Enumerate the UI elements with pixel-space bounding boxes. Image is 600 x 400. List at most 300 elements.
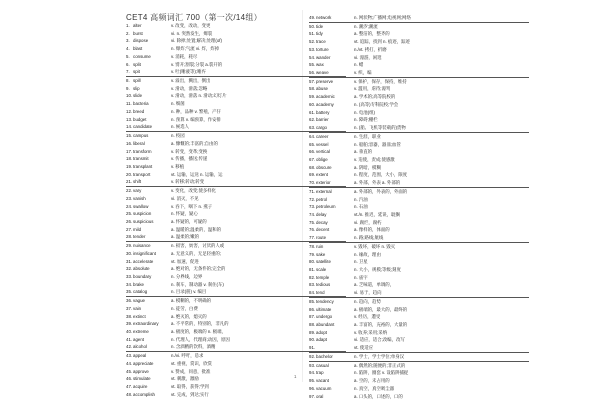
entry-number: 34.	[126, 281, 133, 287]
entry-definition: n. 怀疑，疑心	[171, 211, 198, 217]
entry-number: 52.	[309, 39, 316, 45]
entry-definition: n. 细菌	[171, 101, 185, 107]
entry-word: tedious	[316, 282, 331, 288]
entry-definition: n. 候选人	[171, 124, 190, 130]
vocab-row	[309, 78, 529, 86]
entry-word: agent	[133, 336, 144, 342]
entry-definition: v. 改变，改动，变更	[171, 23, 211, 28]
entry-word: sake	[316, 251, 326, 257]
entry-word: adopt	[316, 329, 327, 335]
entry-definition: a. 绝灭的，熄灭的	[171, 313, 207, 319]
entry-definition: n. 大小，规模;等级;刻度	[354, 267, 401, 272]
entry-word: tendency	[316, 298, 334, 304]
entry-definition: n. 障碍;棚栏	[354, 117, 378, 123]
entry-definition: n. 汽油	[354, 196, 368, 202]
entry-word: burst	[133, 30, 143, 36]
vocab-row	[309, 243, 529, 251]
entry-number: 42.	[126, 344, 133, 350]
entry-definition: n. 船舶;容器，器皿;血管	[354, 141, 401, 147]
entry-word: cargo	[316, 125, 327, 131]
entry-word: route	[316, 235, 327, 241]
entry-definition: n. 预算 v. 编预算，作安排	[171, 116, 221, 122]
entry-number: 62.	[309, 117, 316, 123]
entry-number: 7.	[126, 69, 130, 75]
entry-definition: n. 含酒精的饮料，酒精	[171, 344, 216, 350]
entry-definition: v. 转变，变革;变换	[171, 148, 208, 154]
entry-word: trace	[316, 39, 326, 45]
entry-number: 91.	[309, 345, 316, 351]
vocab-row	[309, 188, 529, 196]
entry-word: swallow	[133, 203, 149, 209]
entry-number: 20.	[126, 171, 133, 177]
entry-number: 33.	[126, 274, 133, 279]
entry-number: 39.	[126, 321, 133, 327]
entry-number: 69.	[309, 172, 316, 178]
entry-number: 58.	[309, 86, 316, 92]
entry-word: academy	[316, 101, 334, 107]
entry-number: 72.	[309, 196, 316, 202]
vocab-row	[309, 109, 529, 117]
entry-number: 40.	[126, 329, 133, 335]
entry-definition: a. 像样的，体面的	[354, 227, 390, 233]
entry-definition: n. 卫星	[354, 259, 368, 265]
vocab-row	[309, 258, 529, 266]
entry-word: obscure	[316, 164, 332, 170]
entry-number: 96.	[309, 385, 316, 391]
entry-number: 9.	[126, 85, 130, 91]
entry-definition: v. 迫使，责成;使感激	[354, 156, 395, 162]
entry-number: 59.	[309, 94, 316, 100]
entry-number: 30.	[126, 250, 133, 256]
vocab-row	[309, 369, 529, 377]
entry-word: nuisance	[133, 243, 151, 249]
entry-number: 45.	[126, 368, 133, 374]
vocab-row	[309, 141, 529, 149]
entry-number: 56.	[309, 70, 316, 76]
entry-word: network	[316, 15, 332, 20]
entry-number: 83.	[309, 282, 316, 288]
entry-word: suspicion	[133, 211, 152, 217]
entry-definition: vt. 刺激，激励	[171, 376, 199, 382]
entry-number: 23.	[126, 195, 133, 201]
entry-number: 89.	[309, 329, 316, 335]
entry-definition: a. 模糊的，不明确的	[171, 298, 212, 304]
entry-number: 25.	[126, 211, 133, 217]
entry-definition: vi. 漫游，闲逛	[354, 54, 382, 60]
vocab-row	[309, 164, 529, 172]
entry-definition: n. (船、飞机等装载的)货物	[354, 125, 406, 131]
vocab-row	[309, 101, 529, 109]
entry-word: vertical	[316, 149, 330, 155]
entry-definition: a. 慷慨的;丰富的;自由的	[171, 140, 218, 146]
entry-number: 19.	[126, 163, 133, 169]
entry-word: external	[316, 188, 332, 194]
entry-number: 48.	[126, 391, 133, 397]
entry-word: oral	[316, 393, 324, 399]
entry-number: 32.	[126, 266, 133, 272]
entry-number: 94.	[309, 370, 316, 376]
entry-number: 35.	[126, 289, 133, 295]
entry-number: 70.	[309, 180, 316, 186]
entry-word: spill	[133, 78, 141, 84]
entry-number: 65.	[309, 141, 316, 147]
entry-definition: a. 绝对的，无条件的;完全的	[171, 266, 226, 272]
entry-definition: a. 垂直的	[354, 149, 373, 155]
entry-definition: vi. 易于，趋向	[354, 290, 382, 296]
entry-word: slide	[133, 93, 143, 99]
entry-word: accelerate	[133, 258, 154, 264]
entry-word: absolute	[133, 266, 150, 272]
entry-definition: vi. 除掉;处置;解决;处理(of)	[171, 38, 222, 44]
entry-definition: v. 滥用，虐待;谩骂	[354, 86, 391, 92]
entry-word: split	[133, 61, 141, 67]
entry-definition: v. 吞下，咽下 n. 燕子	[171, 203, 213, 209]
entry-word: petrol	[316, 196, 327, 202]
entry-definition: n. 刹车，制动器 v. 刹住(车)	[171, 281, 224, 287]
entry-definition: vt. 重视，赏识，欣赏	[171, 360, 212, 366]
vocab-row	[309, 69, 529, 78]
vocab-row	[309, 353, 529, 362]
page-title: CET4 高频词汇 700（第一次/14组）	[126, 13, 262, 22]
vocab-row	[309, 46, 529, 54]
entry-definition: n. 代理人，代理商;动因，原因	[171, 336, 230, 342]
vocab-row	[309, 124, 529, 133]
entry-word: alcohol	[133, 344, 147, 350]
entry-number: 36.	[126, 298, 133, 304]
entry-number: 3.	[126, 38, 130, 44]
entry-definition: a. 外部，外表 a. 外部的	[354, 180, 401, 186]
entry-word: weave	[316, 70, 329, 76]
entry-number: 66.	[309, 149, 316, 155]
entry-definition: a. 阴暗，模糊	[354, 164, 381, 170]
vocab-row	[309, 85, 529, 93]
entry-number: 17.	[126, 148, 133, 154]
entry-word: suspicious	[133, 218, 154, 224]
vocab-row	[309, 393, 529, 400]
vocab-row	[309, 281, 529, 289]
entry-word: tender	[133, 234, 146, 240]
entry-word: alter	[133, 23, 142, 28]
entry-number: 97.	[309, 393, 316, 399]
entry-number: 1.	[126, 23, 130, 28]
vocab-row	[309, 23, 529, 31]
entry-word: battery	[316, 109, 330, 115]
entry-definition: v. 劈开;割裂;分裂 a.裂开的	[171, 61, 223, 67]
vocab-row	[309, 329, 529, 337]
vocab-row	[309, 321, 529, 329]
vocab-row	[309, 61, 529, 69]
entry-number: 85.	[309, 298, 316, 304]
entry-number: 5.	[126, 53, 130, 59]
entry-word: petroleum	[316, 204, 336, 210]
entry-word: vague	[133, 298, 145, 304]
entry-definition: n. 徒劳，白费	[171, 305, 198, 311]
entry-definition: vi. n. 突然发生，爆裂	[171, 30, 213, 36]
entry-number: 84.	[309, 290, 316, 296]
entry-definition: n. 分界线，边界	[171, 274, 203, 279]
entry-number: 53.	[309, 46, 316, 52]
entry-number: 54.	[309, 54, 316, 60]
vocab-row	[309, 30, 529, 38]
entry-number: 86.	[309, 306, 316, 312]
vocab-row	[309, 377, 529, 385]
entry-definition: n. 生涯，职业	[354, 133, 381, 139]
entry-number: 24.	[126, 203, 133, 209]
entry-number: 6.	[126, 61, 130, 67]
entry-word: catalog	[133, 289, 148, 295]
entry-number: 15.	[126, 133, 133, 139]
entry-definition: vt. 运输，运送 n. 运输，运	[171, 171, 223, 177]
entry-number: 57.	[309, 78, 316, 84]
entry-word: ultimate	[316, 306, 332, 312]
entry-word: scale	[316, 267, 327, 272]
entry-word: approve	[133, 368, 149, 374]
entry-number: 49.	[309, 15, 316, 20]
entry-number: 81.	[309, 267, 316, 272]
entry-number: 13.	[126, 116, 133, 122]
entry-word: vessel	[316, 141, 329, 147]
entry-number: 41.	[126, 336, 133, 342]
entry-word: slip	[133, 85, 140, 91]
entry-word: undergo	[316, 314, 333, 320]
entry-number: 87.	[309, 314, 316, 320]
entry-word: shift	[133, 179, 142, 185]
vocab-row	[309, 93, 529, 101]
entry-number: 22.	[126, 188, 133, 194]
entry-definition: a. 温柔的;嫩的	[171, 234, 200, 240]
entry-word: tide	[316, 23, 324, 29]
entry-word: spit	[133, 69, 140, 75]
entry-definition: a. 怀疑的，可疑的	[171, 218, 207, 224]
entry-definition: n. 石油	[354, 204, 368, 210]
entry-number: 64.	[309, 133, 316, 139]
page-number: 1	[294, 374, 297, 379]
entry-word: transform	[133, 148, 152, 154]
entry-number: 2.	[126, 30, 130, 36]
entry-definition: a. 极端的，最大的，最终的	[354, 306, 408, 312]
entry-word: trap	[316, 370, 324, 376]
entry-number: 8.	[126, 78, 130, 84]
entry-definition: n. 陷阱，圈套 v. 设陷阱捕捉	[354, 370, 409, 376]
entry-word: abuse	[316, 86, 328, 92]
vocab-row	[309, 251, 529, 259]
entry-definition: a. 外部的，外表的，外面的	[354, 188, 408, 194]
entry-definition: a. 极度的，极端的 n. 极端，	[171, 329, 226, 335]
entry-word: delay	[316, 211, 327, 217]
entry-word: candidate	[133, 124, 153, 130]
entry-definition: v. 赞成，同意，批准	[171, 368, 211, 374]
entry-word: exterior	[316, 180, 331, 186]
entry-number: 37.	[126, 305, 133, 311]
entry-number: 16.	[126, 140, 133, 146]
entry-word: blast	[133, 46, 143, 52]
entry-number: 55.	[309, 62, 316, 68]
entry-word: transplant	[133, 163, 153, 169]
vocab-row	[309, 171, 529, 179]
entry-number: 61.	[309, 109, 316, 115]
entry-word: ruin	[316, 243, 324, 249]
entry-word: decay	[316, 219, 328, 225]
vocab-row	[309, 196, 529, 204]
entry-definition: v. 溢出，溅出，倒出	[171, 78, 211, 84]
entry-word: decent	[316, 227, 330, 233]
entry-definition: a. 无意义的，无足轻重的;	[171, 250, 222, 256]
vocab-row	[309, 14, 529, 23]
entry-word: bacteria	[133, 101, 149, 107]
vocab-row	[309, 54, 529, 62]
entry-word: torture	[316, 46, 329, 52]
entry-word: wander	[316, 54, 331, 60]
entry-definition: n. 校园	[171, 133, 185, 139]
entry-definition: vt. 完成，到达;实行	[171, 391, 209, 397]
entry-number: 12.	[126, 108, 133, 114]
entry-word: tidy	[316, 31, 323, 37]
entry-definition: v. 经历，遭受	[354, 314, 381, 320]
entry-word: boundary	[133, 274, 152, 279]
entry-word: abundant	[316, 322, 335, 328]
entry-word: casual	[316, 362, 329, 368]
entry-word: extinct	[133, 313, 146, 319]
entry-definition: vt. 加速，促进	[171, 258, 199, 264]
entry-number: 82.	[309, 274, 316, 280]
entry-number: 51.	[309, 31, 316, 37]
entry-number: 18.	[126, 156, 133, 162]
entry-number: 90.	[309, 337, 316, 343]
entry-word: budget	[133, 116, 147, 122]
entry-word: satellite	[316, 259, 331, 265]
vocab-row	[309, 219, 529, 227]
entry-number: 92.	[309, 353, 316, 359]
entry-word: preserve	[316, 78, 334, 84]
entry-definition: n. (高等)专科院校;学会	[354, 101, 399, 107]
entry-definition: v. 织，编	[354, 70, 372, 76]
entry-number: 21.	[126, 179, 133, 185]
entry-word: brake	[133, 281, 144, 287]
vocab-row	[309, 266, 529, 274]
vocab-row	[309, 38, 529, 46]
entry-definition: vi. 消灭，不见	[171, 195, 199, 201]
vocab-row	[309, 133, 529, 141]
entry-word: transport	[133, 171, 151, 177]
vocab-row	[309, 313, 529, 321]
entry-word: temple	[316, 274, 330, 280]
entry-word: academic	[316, 94, 335, 100]
entry-definition: n./vt. 拷打，折磨	[354, 46, 387, 52]
entry-word: vary	[133, 188, 142, 194]
vocab-row	[309, 226, 529, 234]
entry-definition: n. 网状物;广播网;电视网;网络	[354, 15, 411, 20]
entry-number: 14.	[126, 124, 133, 130]
entry-word: vacuum	[316, 385, 332, 391]
entry-word: vacant	[316, 378, 329, 384]
entry-number: 74.	[309, 211, 316, 217]
entry-definition: v. 收养;采用;采纳	[354, 329, 388, 335]
entry-definition: v. 变化，改变;使多样化	[171, 188, 217, 194]
vocab-row	[309, 306, 529, 314]
entry-number: 27.	[126, 226, 133, 232]
entry-definition: a. 学术的;高等院校的	[354, 94, 396, 100]
entry-definition: n./vi. 呼吁，恳求	[171, 353, 204, 359]
entry-definition: v. 保护，保存，保持，维持	[354, 78, 407, 84]
entry-definition: vt. 追踪，找到 n. 痕迹，踪迹	[354, 39, 410, 45]
vocab-row	[309, 289, 529, 298]
entry-definition: vi. 适应，适合;改编，改写	[354, 337, 405, 343]
entry-word: extent	[316, 172, 328, 178]
entry-definition: a. 乏味道，单调的，	[354, 282, 395, 288]
entry-definition: v. 移植	[171, 163, 185, 169]
entry-definition: v. 转移;转动;转变	[171, 179, 205, 185]
entry-word: appreciate	[133, 360, 154, 366]
vocab-row	[309, 156, 529, 164]
entry-word: breed	[133, 108, 145, 114]
entry-number: 93.	[309, 362, 316, 368]
entry-number: 60.	[309, 101, 316, 107]
entry-word: dispose	[133, 38, 149, 44]
entry-definition: n. 爆炸;气流 vi. 炸，炸掉	[171, 46, 220, 52]
entry-number: 4.	[126, 46, 130, 52]
entry-number: 43.	[126, 353, 133, 359]
entry-definition: a. 空的，未占用的	[354, 378, 390, 384]
entry-definition: n. 损害，妨害，讨厌的人或	[171, 243, 225, 249]
entry-definition: a. 整洁的，整齐的	[354, 31, 390, 37]
vocab-row	[309, 274, 529, 282]
entry-word: liberal	[133, 140, 145, 146]
entry-definition: n. 缘故，理由	[354, 251, 381, 257]
entry-definition: n. 潮汐;潮流	[354, 23, 378, 29]
entry-number: 26.	[126, 218, 133, 224]
entry-definition: vt. 取得，获得;学到	[171, 384, 209, 390]
entry-definition: v. 滑动，滑落 n. 滑动;幻灯片	[171, 93, 227, 99]
right-word-column	[309, 14, 529, 400]
entry-word: appeal	[133, 353, 147, 359]
entry-word: bachelor	[316, 353, 333, 359]
entry-definition: n. 目录(册) v. 编目	[171, 289, 207, 295]
vocab-row	[309, 179, 529, 188]
entry-word: wax	[316, 62, 324, 68]
entry-word: accomplish	[133, 391, 155, 397]
entry-definition: n. 路;路线;航线	[354, 235, 384, 241]
entry-word: tend	[316, 290, 325, 296]
entry-definition: a. 温暖的;温柔的，温和的	[171, 226, 222, 232]
vocab-row	[309, 234, 529, 243]
vocab-row	[309, 362, 529, 370]
vocab-row	[309, 116, 529, 124]
entry-word: campus	[133, 133, 149, 139]
entry-definition: v. 毁坏，破坏 n. 毁灭	[354, 243, 396, 249]
entry-definition: a. 丰富的，充裕的，大量的	[354, 322, 408, 328]
entry-word: adapt	[316, 337, 327, 343]
entry-number: 11.	[126, 101, 132, 107]
entry-definition: n. 趋向，趋势	[354, 298, 381, 304]
vocab-row	[309, 203, 529, 211]
entry-definition: n. 庙宇	[354, 274, 368, 280]
entry-number: 50.	[309, 23, 316, 29]
entry-definition: v. 吐(唾液等);唾弃	[171, 69, 206, 75]
entry-definition: n. 蜡	[354, 62, 364, 68]
entry-number: 76.	[309, 227, 316, 233]
vocab-row	[309, 344, 529, 353]
entry-number: 10.	[126, 93, 133, 99]
entry-word: extreme	[133, 329, 149, 335]
entry-number: 78.	[309, 243, 316, 249]
entry-word: stimulate	[133, 376, 151, 382]
entry-number: 79.	[309, 251, 316, 257]
vocab-row	[309, 148, 529, 156]
vocab-row	[309, 336, 529, 344]
entry-definition: v. 传播，播送;传递	[171, 156, 208, 162]
entry-definition: vt./n. 推迟，延误，耽搁	[354, 211, 400, 217]
entry-word: insignificant	[133, 250, 156, 256]
